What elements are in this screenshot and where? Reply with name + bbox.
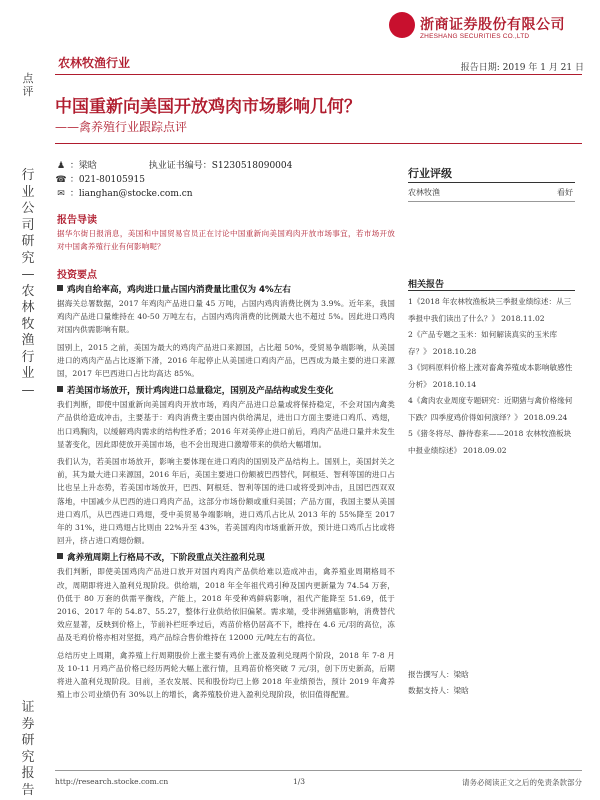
- analyst-phone: 021-80105915: [78, 175, 145, 185]
- related-divider: [408, 290, 575, 291]
- points-heading: 投资要点: [57, 270, 97, 281]
- related-heading: 相关报告: [408, 280, 445, 290]
- header-divider: [55, 74, 582, 75]
- bullet-icon: [57, 553, 63, 559]
- rating-bottom-divider: [408, 201, 575, 202]
- guide-text: 据华尔街日报消息，美国和中国贸易官员正在讨论中国重新向美国鸡肉开放市场事宜，若市场开放对中国禽养殖行业有何影响呢？: [57, 229, 395, 252]
- related-item[interactable]: 2《产品专题之玉米：如何解读真实的玉米库存？》 2018.10.28: [408, 330, 558, 356]
- contacts-block: [408, 667, 469, 699]
- rating-value: 看好: [557, 188, 573, 197]
- section-2-title: 若美国市场放开，预计鸡肉进口总量稳定，国别及产品结构或发生变化: [57, 384, 395, 396]
- points-body: [57, 283, 395, 701]
- footer-disclaimer: 请务必阅读正文之后的免责条款部分: [462, 778, 582, 787]
- bullet-icon: [57, 285, 63, 291]
- industry-label: 农林牧渔行业: [58, 56, 131, 70]
- section-1-title: 鸡肉自给率高，鸡肉进口量占国内消费量比重仅为 4%左右: [57, 283, 395, 295]
- page-subtitle: ——禽养殖行业跟踪点评: [55, 120, 188, 134]
- title-divider: [55, 143, 582, 144]
- related-list: [408, 294, 573, 459]
- analyst-block: ♟ ：梁晗 执业证书编号：S1230518090004 ☎ ：021-80105915 ✉ ：lianghan@stocke.com.cn: [55, 161, 293, 199]
- related-item[interactable]: 5《猪冬将尽、静待春来——2018 农林牧渔板块中报业绩综述》 2018.09.02: [408, 429, 572, 455]
- phone-icon: ☎: [55, 175, 67, 185]
- rating-sector: 农林牧渔: [408, 188, 440, 197]
- rating-heading: 行业评级: [408, 167, 452, 180]
- section-2-para-1: 我们判断，即使中国重新向美国鸡肉开放市场，鸡肉产品进口总量或将保持稳定，不会对国内禽类产品供给造成冲击，主要基于：鸡肉消费主要由国内供给满足，进出口方面主要进口鸡爪、鸡翅，出口鸡胸肉，以缓解鸡肉需求的结构性矛盾；2016 年对美停止进口前后，鸡肉产品进口量并未发生显著变化，因此即使放开美国市场，也不会出现进口激增带来的供给大幅增加。: [57, 400, 395, 449]
- company-name-cn: 浙商证券股份有限公司: [420, 17, 565, 33]
- section-3-title: 禽养殖周期上行格局不改，下阶段重点关注盈利兑现: [57, 551, 395, 563]
- section-3-para-2: 总结历史上周期，禽养殖上行周期股价上涨主要有鸡价上涨及盈利兑现两个阶段，2018 年 7-8 月及 10-11 月鸡产品价格已经历两轮大幅上涨行情，且鸡苗价格突破 7 元/羽，创下历史新高，后期将进入盈利兑现阶段。目前，圣农发展、民和股份均已上修 2018 年业绩预告，预计 2019 年禽养殖上市公司业绩仍有 30%以上的增长，禽养殖股价进入盈利兑现阶段，依旧值得配置。: [57, 650, 395, 700]
- related-item[interactable]: 1《2018 年农林牧渔板块三季报业绩综述：从三季报中我们读出了什么？》 2018.11.02: [408, 297, 572, 323]
- analyst-cert: 执业证书编号：S1230518090004: [148, 161, 293, 171]
- analyst-name: 梁晗: [78, 161, 97, 171]
- company-name-en: ZHESHANG SECURITIES CO.,LTD: [420, 33, 530, 40]
- footer-divider: [55, 770, 582, 771]
- company-logo-icon: [389, 12, 415, 38]
- rating-divider: [408, 182, 575, 183]
- section-3-para-1: 我们判断，即使美国鸡肉产品进口放开对国内鸡肉产品供给难以造成冲击，禽养殖业周期格局不改，周期即将进入盈利兑现阶段。供给端，2018 年全年祖代鸡引种及国内更新量为 74.54 万套，仍低于 80 万套的供需平衡线，产能上，2018 年受种鸡鲜病影响，祖代产能降至 51.69，低于 2016、2017 年的 54.87、55.27，整体行业供给依旧偏紧。需求端，受非洲猪瘟影响，消费替代效应显著，反映到价格上，节前补栏旺季过后，鸡苗价格仍居高不下，维持在 4.6 元/羽的高位，冻品及毛鸡价格亦相对坚挺，鸡产品综合售价维持在 12000 元/吨左右的高位。: [57, 567, 395, 643]
- analyst-email[interactable]: lianghan@stocke.com.cn: [78, 189, 193, 199]
- email-icon: ✉: [57, 189, 65, 199]
- contact-writer: 报告撰写人：梁晗: [408, 670, 469, 679]
- person-icon: ♟: [56, 161, 66, 171]
- rating-row: [408, 187, 573, 198]
- guide-heading: 报告导读: [57, 215, 97, 226]
- section-1-para-1: 据海关总署数据，2017 年鸡肉产品进口量 45 万吨，占国内鸡肉消费比例为 3.9%。近年来，我国鸡肉产品进口量维持在 40-50 万吨左右，占国内鸡肉消费的比例最大也不超过 5%。因此进口鸡肉对国内供需影响有限。: [57, 299, 395, 335]
- section-1-para-2: 国别上，2015 之前，美国为最大的鸡肉产品进口来源国，占比超 50%，受贸易争端影响，从美国进口的鸡肉产品占比逐渐下滑，2016 年起停止从美国进口鸡肉产品，巴西成为最主要的进口来源国，2017 年巴西进口占比均高达 85%。: [57, 342, 395, 379]
- sidebar-label-bottom: 证券研究报告: [21, 700, 35, 798]
- related-item[interactable]: 3《饲料原料价格上涨对畜禽养殖成本影响敏感性分析》 2018.10.14: [408, 363, 573, 389]
- sidebar-label-top: 点评: [22, 72, 34, 98]
- footer-page-number: 1/3: [293, 777, 306, 786]
- sidebar-label-middle: 行业公司研究—农林牧渔行业—: [21, 168, 35, 398]
- footer-url[interactable]: http://research.stocke.com.cn: [55, 777, 169, 786]
- bullet-icon: [57, 386, 63, 392]
- report-date: 报告日期: 2019 年 1 月 21 日: [460, 63, 584, 73]
- related-item[interactable]: 4《禽肉农业周度专题研究：近期猪与禽价格缘何下跌？四季度鸡价得如何演绎？》 2018.09.24: [408, 396, 573, 422]
- page-title: 中国重新向美国开放鸡肉市场影响几何？: [55, 97, 361, 117]
- contact-support: 数据支持人：梁晗: [408, 686, 469, 695]
- section-2-para-2: 我们认为，若美国市场放开，影响主要体现在进口鸡肉的国别及产品结构上。国别上，美国封关之前，其为最大进口来源国，2016 年后，美国主要进口份额被巴西替代，阿根廷、智利等国的进口占比也呈上升态势，若美国市场放开，巴西、阿根廷、智利等国的进口或将受到冲击，且国巴西双双落地，中国减少从巴西的进口鸡肉产品，这部分市场份额或重归美国；产品方面，我国主要从美国进口鸡爪，从巴西进口鸡翅，受中美贸易争端影响，进口鸡爪占比从 2013 年的 55%降至 2017 年的 31%，进口鸡翅占比则由 22%升至 43%，若美国鸡肉市场重新开放，预计进口鸡爪占比或将回升，挤占进口鸡翅份额。: [57, 457, 395, 546]
